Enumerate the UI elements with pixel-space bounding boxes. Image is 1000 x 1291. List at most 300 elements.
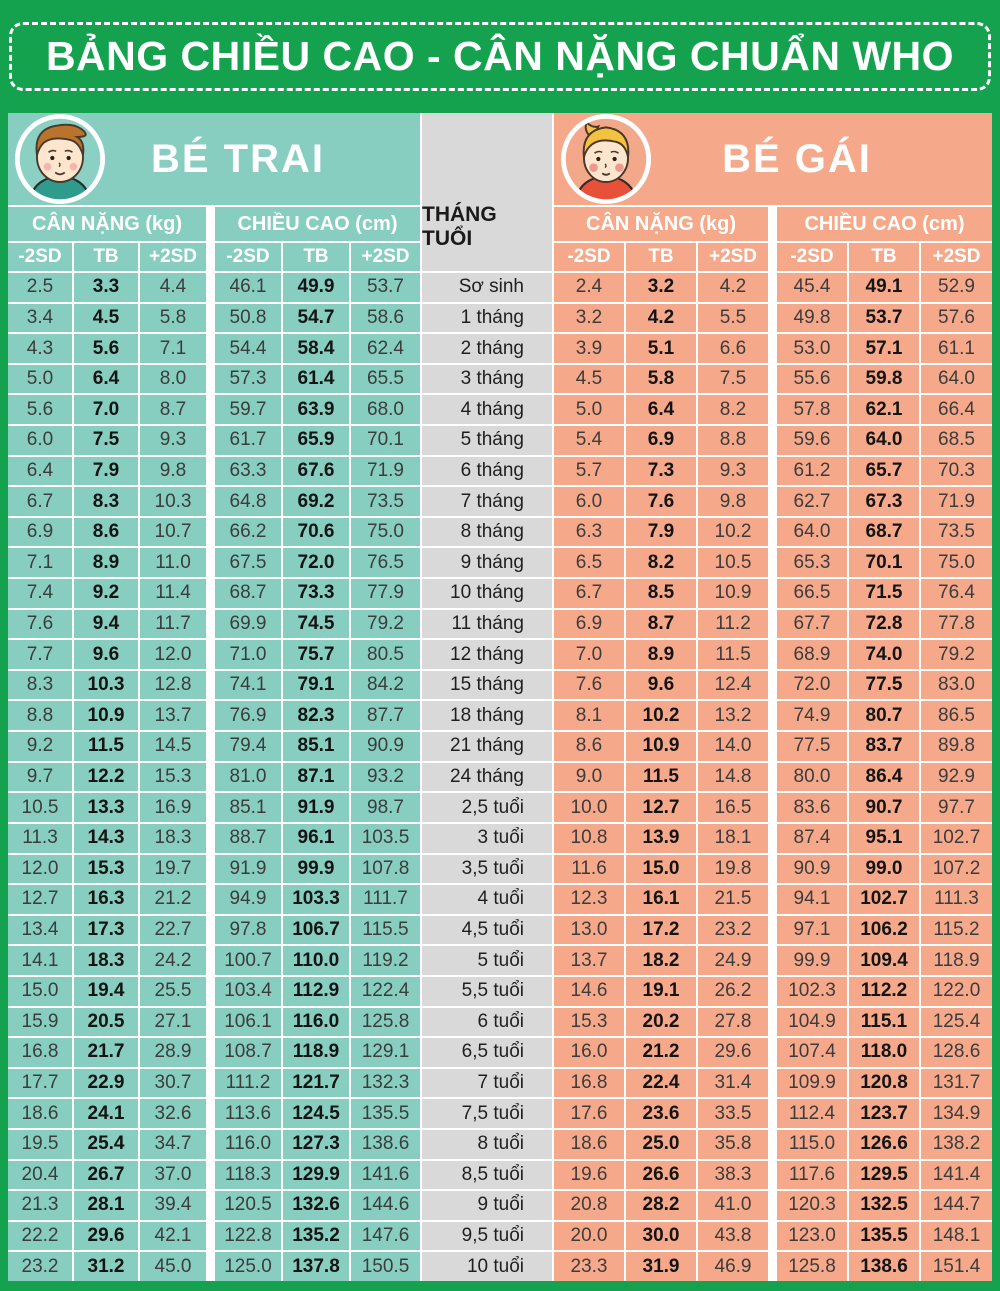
- girl-height-cell-minus2sd: 109.9: [777, 1069, 847, 1098]
- girl-weight-cell-tb: 7.6: [626, 487, 696, 516]
- girl-weight-cell-tb: 5.1: [626, 334, 696, 363]
- age-cell: 10 tuổi: [422, 1252, 552, 1281]
- girl-height-cell-plus2sd: 73.5: [921, 518, 992, 547]
- boy-height-cell-tb: 82.3: [283, 701, 349, 730]
- group-divider: [770, 885, 775, 914]
- girl-weight-cell-plus2sd: 6.6: [698, 334, 768, 363]
- boy-height-cell-plus2sd: 65.5: [351, 365, 420, 394]
- girl-height-cell-minus2sd: 102.3: [777, 977, 847, 1006]
- group-divider: [208, 365, 213, 394]
- boy-height-cell-plus2sd: 98.7: [351, 793, 420, 822]
- age-cell: 3 tháng: [422, 365, 552, 394]
- girl-height-cell-tb: 86.4: [849, 763, 919, 792]
- girl-weight-cell-minus2sd: 5.4: [554, 426, 624, 455]
- girl-height-cell-plus2sd: 75.0: [921, 548, 992, 577]
- girl-height-cell-minus2sd: 61.2: [777, 457, 847, 486]
- sd-header: TB: [283, 243, 349, 271]
- group-divider: [770, 671, 775, 700]
- girl-height-cell-plus2sd: 128.6: [921, 1038, 992, 1067]
- girl-weight-cell-minus2sd: 19.6: [554, 1161, 624, 1190]
- group-divider: [770, 793, 775, 822]
- age-cell: 3,5 tuổi: [422, 855, 552, 884]
- boy-weight-cell-minus2sd: 8.3: [8, 671, 72, 700]
- girl-weight-cell-minus2sd: 14.6: [554, 977, 624, 1006]
- girl-height-cell-tb: 64.0: [849, 426, 919, 455]
- girl-weight-cell-minus2sd: 16.0: [554, 1038, 624, 1067]
- girl-weight-cell-plus2sd: 5.5: [698, 304, 768, 333]
- boy-height-cell-tb: 87.1: [283, 763, 349, 792]
- girl-weight-cell-plus2sd: 24.9: [698, 946, 768, 975]
- boy-weight-cell-plus2sd: 27.1: [140, 1008, 206, 1037]
- boy-height-cell-plus2sd: 68.0: [351, 395, 420, 424]
- boy-weight-cell-plus2sd: 18.3: [140, 824, 206, 853]
- boy-weight-cell-tb: 7.9: [74, 457, 138, 486]
- boy-height-cell-minus2sd: 91.9: [215, 855, 281, 884]
- boy-weight-cell-tb: 10.3: [74, 671, 138, 700]
- boy-weight-cell-minus2sd: 5.0: [8, 365, 72, 394]
- girl-weight-cell-tb: 28.2: [626, 1191, 696, 1220]
- age-cell: 5,5 tuổi: [422, 977, 552, 1006]
- girl-weight-cell-tb: 21.2: [626, 1038, 696, 1067]
- girl-weight-cell-minus2sd: 3.9: [554, 334, 624, 363]
- girl-height-cell-minus2sd: 45.4: [777, 273, 847, 302]
- boy-weight-cell-plus2sd: 10.7: [140, 518, 206, 547]
- boy-weight-cell-minus2sd: 6.4: [8, 457, 72, 486]
- girl-height-cell-tb: 67.3: [849, 487, 919, 516]
- girl-height-cell-tb: 65.7: [849, 457, 919, 486]
- group-divider: [770, 977, 775, 1006]
- boy-height-cell-plus2sd: 80.5: [351, 640, 420, 669]
- boy-height-cell-tb: 112.9: [283, 977, 349, 1006]
- boy-height-cell-minus2sd: 118.3: [215, 1161, 281, 1190]
- girl-height-cell-plus2sd: 79.2: [921, 640, 992, 669]
- girl-height-cell-plus2sd: 102.7: [921, 824, 992, 853]
- girl-weight-cell-tb: 17.2: [626, 916, 696, 945]
- girl-weight-cell-plus2sd: 13.2: [698, 701, 768, 730]
- age-cell: 6 tuổi: [422, 1008, 552, 1037]
- girl-weight-cell-plus2sd: 12.4: [698, 671, 768, 700]
- girl-weight-cell-plus2sd: 35.8: [698, 1130, 768, 1159]
- age-cell: 4 tháng: [422, 395, 552, 424]
- boy-height-cell-plus2sd: 71.9: [351, 457, 420, 486]
- group-divider: [208, 1099, 213, 1128]
- age-cell: Sơ sinh: [422, 273, 552, 302]
- girl-weight-cell-tb: 6.4: [626, 395, 696, 424]
- group-divider: [208, 487, 213, 516]
- age-cell: 21 tháng: [422, 732, 552, 761]
- boy-weight-cell-tb: 7.0: [74, 395, 138, 424]
- girl-weight-cell-minus2sd: 4.5: [554, 365, 624, 394]
- boy-height-cell-tb: 67.6: [283, 457, 349, 486]
- boy-weight-cell-plus2sd: 25.5: [140, 977, 206, 1006]
- girl-height-cell-minus2sd: 90.9: [777, 855, 847, 884]
- boy-height-cell-minus2sd: 50.8: [215, 304, 281, 333]
- girl-height-cell-tb: 77.5: [849, 671, 919, 700]
- sd-header: +2SD: [698, 243, 768, 271]
- girl-height-cell-tb: 74.0: [849, 640, 919, 669]
- boy-height-cell-tb: 106.7: [283, 916, 349, 945]
- boy-height-cell-plus2sd: 135.5: [351, 1099, 420, 1128]
- boy-weight-cell-plus2sd: 37.0: [140, 1161, 206, 1190]
- girl-height-cell-tb: 106.2: [849, 916, 919, 945]
- girl-weight-cell-tb: 10.2: [626, 701, 696, 730]
- girl-weight-cell-plus2sd: 31.4: [698, 1069, 768, 1098]
- boy-weight-cell-plus2sd: 22.7: [140, 916, 206, 945]
- boy-height-cell-plus2sd: 77.9: [351, 579, 420, 608]
- boy-weight-cell-plus2sd: 4.4: [140, 273, 206, 302]
- girl-height-cell-plus2sd: 134.9: [921, 1099, 992, 1128]
- age-cell: 15 tháng: [422, 671, 552, 700]
- girl-height-cell-plus2sd: 122.0: [921, 977, 992, 1006]
- boy-weight-cell-tb: 9.2: [74, 579, 138, 608]
- group-divider: [208, 1008, 213, 1037]
- boy-height-cell-tb: 135.2: [283, 1222, 349, 1251]
- group-divider: [208, 732, 213, 761]
- girl-height-cell-plus2sd: 107.2: [921, 855, 992, 884]
- boy-weight-cell-tb: 9.6: [74, 640, 138, 669]
- girls-section-header: [554, 113, 992, 205]
- boy-height-cell-minus2sd: 88.7: [215, 824, 281, 853]
- age-cell: 8 tuổi: [422, 1130, 552, 1159]
- girl-height-cell-minus2sd: 64.0: [777, 518, 847, 547]
- group-divider: [208, 640, 213, 669]
- age-cell: 8 tháng: [422, 518, 552, 547]
- girl-height-cell-tb: 115.1: [849, 1008, 919, 1037]
- girl-weight-cell-tb: 5.8: [626, 365, 696, 394]
- girl-weight-cell-minus2sd: 10.8: [554, 824, 624, 853]
- girl-weight-cell-tb: 12.7: [626, 793, 696, 822]
- age-cell: 7 tuổi: [422, 1069, 552, 1098]
- girl-height-cell-tb: 109.4: [849, 946, 919, 975]
- sd-header: TB: [626, 243, 696, 271]
- boy-weight-cell-tb: 25.4: [74, 1130, 138, 1159]
- girl-height-cell-tb: 59.8: [849, 365, 919, 394]
- boy-weight-cell-plus2sd: 12.8: [140, 671, 206, 700]
- girl-weight-cell-tb: 3.2: [626, 273, 696, 302]
- girl-weight-cell-tb: 7.9: [626, 518, 696, 547]
- sd-header: TB: [74, 243, 138, 271]
- boys-section-header: [8, 113, 420, 205]
- group-divider: [770, 207, 775, 241]
- girl-height-cell-plus2sd: 61.1: [921, 334, 992, 363]
- boy-weight-cell-tb: 16.3: [74, 885, 138, 914]
- girl-weight-cell-plus2sd: 14.8: [698, 763, 768, 792]
- girl-height-cell-minus2sd: 107.4: [777, 1038, 847, 1067]
- group-divider: [208, 1069, 213, 1098]
- boy-height-cell-tb: 74.5: [283, 610, 349, 639]
- group-divider: [770, 824, 775, 853]
- page-header: [0, 0, 1000, 113]
- boy-height-cell-plus2sd: 73.5: [351, 487, 420, 516]
- girl-height-cell-plus2sd: 131.7: [921, 1069, 992, 1098]
- girl-height-cell-tb: 118.0: [849, 1038, 919, 1067]
- girl-weight-cell-minus2sd: 8.6: [554, 732, 624, 761]
- boy-height-cell-minus2sd: 67.5: [215, 548, 281, 577]
- girl-height-cell-plus2sd: 57.6: [921, 304, 992, 333]
- page-title: BẢNG CHIỀU CAO - CÂN NẶNG CHUẨN WHO: [45, 33, 955, 79]
- girl-height-cell-minus2sd: 59.6: [777, 426, 847, 455]
- group-divider: [770, 304, 775, 333]
- girl-height-cell-plus2sd: 70.3: [921, 457, 992, 486]
- boy-weight-cell-tb: 26.7: [74, 1161, 138, 1190]
- girl-weight-cell-tb: 4.2: [626, 304, 696, 333]
- boy-height-cell-minus2sd: 116.0: [215, 1130, 281, 1159]
- boy-height-cell-plus2sd: 93.2: [351, 763, 420, 792]
- age-cell: 9 tuổi: [422, 1191, 552, 1220]
- age-cell: 1 tháng: [422, 304, 552, 333]
- boy-weight-cell-plus2sd: 11.4: [140, 579, 206, 608]
- girl-weight-cell-plus2sd: 10.2: [698, 518, 768, 547]
- girl-weight-cell-minus2sd: 8.1: [554, 701, 624, 730]
- girl-weight-cell-plus2sd: 4.2: [698, 273, 768, 302]
- group-divider: [208, 885, 213, 914]
- age-cell: 12 tháng: [422, 640, 552, 669]
- girl-weight-cell-plus2sd: 10.9: [698, 579, 768, 608]
- girl-weight-cell-minus2sd: 6.0: [554, 487, 624, 516]
- girl-weight-cell-minus2sd: 6.3: [554, 518, 624, 547]
- group-divider: [770, 426, 775, 455]
- boy-weight-cell-plus2sd: 21.2: [140, 885, 206, 914]
- age-cell: 18 tháng: [422, 701, 552, 730]
- boy-height-cell-tb: 116.0: [283, 1008, 349, 1037]
- girl-weight-cell-minus2sd: 12.3: [554, 885, 624, 914]
- boy-height-cell-plus2sd: 87.7: [351, 701, 420, 730]
- boy-weight-cell-plus2sd: 11.7: [140, 610, 206, 639]
- girl-weight-cell-plus2sd: 26.2: [698, 977, 768, 1006]
- girl-weight-cell-tb: 7.3: [626, 457, 696, 486]
- girl-height-cell-minus2sd: 53.0: [777, 334, 847, 363]
- girl-height-cell-tb: 70.1: [849, 548, 919, 577]
- boy-height-cell-minus2sd: 85.1: [215, 793, 281, 822]
- boy-weight-cell-plus2sd: 45.0: [140, 1252, 206, 1281]
- girl-weight-cell-minus2sd: 7.6: [554, 671, 624, 700]
- boy-weight-cell-tb: 14.3: [74, 824, 138, 853]
- girl-height-cell-minus2sd: 80.0: [777, 763, 847, 792]
- boy-height-cell-tb: 49.9: [283, 273, 349, 302]
- group-divider: [208, 548, 213, 577]
- boy-height-cell-tb: 96.1: [283, 824, 349, 853]
- boy-height-cell-tb: 124.5: [283, 1099, 349, 1128]
- boy-height-cell-plus2sd: 107.8: [351, 855, 420, 884]
- boy-height-cell-plus2sd: 53.7: [351, 273, 420, 302]
- girl-height-cell-minus2sd: 65.3: [777, 548, 847, 577]
- girl-height-cell-minus2sd: 77.5: [777, 732, 847, 761]
- girl-height-cell-minus2sd: 94.1: [777, 885, 847, 914]
- group-divider: [770, 916, 775, 945]
- girl-weight-cell-plus2sd: 38.3: [698, 1161, 768, 1190]
- girl-weight-cell-tb: 8.2: [626, 548, 696, 577]
- girl-weight-cell-plus2sd: 41.0: [698, 1191, 768, 1220]
- boy-weight-cell-minus2sd: 3.4: [8, 304, 72, 333]
- girl-height-cell-tb: 99.0: [849, 855, 919, 884]
- boy-height-cell-tb: 73.3: [283, 579, 349, 608]
- boy-weight-cell-minus2sd: 12.0: [8, 855, 72, 884]
- boy-weight-cell-minus2sd: 23.2: [8, 1252, 72, 1281]
- boy-weight-cell-plus2sd: 13.7: [140, 701, 206, 730]
- girl-height-cell-tb: 102.7: [849, 885, 919, 914]
- boy-height-cell-tb: 103.3: [283, 885, 349, 914]
- girl-weight-cell-plus2sd: 16.5: [698, 793, 768, 822]
- group-divider: [770, 1008, 775, 1037]
- girl-height-cell-minus2sd: 117.6: [777, 1161, 847, 1190]
- group-divider: [770, 334, 775, 363]
- group-divider: [770, 1069, 775, 1098]
- group-divider: [770, 855, 775, 884]
- girl-height-cell-plus2sd: 64.0: [921, 365, 992, 394]
- boy-height-cell-minus2sd: 64.8: [215, 487, 281, 516]
- boy-weight-cell-plus2sd: 10.3: [140, 487, 206, 516]
- boy-weight-cell-minus2sd: 7.4: [8, 579, 72, 608]
- girl-height-cell-minus2sd: 72.0: [777, 671, 847, 700]
- girl-weight-cell-tb: 20.2: [626, 1008, 696, 1037]
- boy-height-cell-minus2sd: 125.0: [215, 1252, 281, 1281]
- boys-weight-header: CÂN NẶNG (kg): [8, 207, 206, 241]
- boy-height-cell-plus2sd: 75.0: [351, 518, 420, 547]
- boy-weight-cell-tb: 29.6: [74, 1222, 138, 1251]
- boy-height-cell-plus2sd: 111.7: [351, 885, 420, 914]
- boy-height-cell-tb: 72.0: [283, 548, 349, 577]
- girl-weight-cell-plus2sd: 10.5: [698, 548, 768, 577]
- boy-weight-cell-plus2sd: 8.0: [140, 365, 206, 394]
- group-divider: [208, 1161, 213, 1190]
- boy-height-cell-tb: 132.6: [283, 1191, 349, 1220]
- girl-avatar: [560, 113, 652, 205]
- boy-height-cell-minus2sd: 100.7: [215, 946, 281, 975]
- girl-height-cell-plus2sd: 144.7: [921, 1191, 992, 1220]
- sd-header: -2SD: [777, 243, 847, 271]
- boy-height-cell-tb: 121.7: [283, 1069, 349, 1098]
- girl-weight-cell-tb: 8.5: [626, 579, 696, 608]
- boy-weight-cell-plus2sd: 15.3: [140, 763, 206, 792]
- boy-weight-cell-minus2sd: 17.7: [8, 1069, 72, 1098]
- boy-height-cell-tb: 65.9: [283, 426, 349, 455]
- girl-weight-cell-plus2sd: 9.3: [698, 457, 768, 486]
- boy-height-cell-tb: 75.7: [283, 640, 349, 669]
- boy-height-cell-minus2sd: 103.4: [215, 977, 281, 1006]
- girl-height-cell-tb: 71.5: [849, 579, 919, 608]
- girl-weight-cell-plus2sd: 43.8: [698, 1222, 768, 1251]
- girl-weight-cell-plus2sd: 8.8: [698, 426, 768, 455]
- girl-weight-cell-tb: 10.9: [626, 732, 696, 761]
- boy-weight-cell-tb: 21.7: [74, 1038, 138, 1067]
- group-divider: [208, 243, 213, 271]
- who-growth-table: [8, 113, 992, 1281]
- girl-height-cell-tb: 62.1: [849, 395, 919, 424]
- girl-height-cell-tb: 138.6: [849, 1252, 919, 1281]
- girl-height-cell-plus2sd: 111.3: [921, 885, 992, 914]
- boy-avatar: [14, 113, 106, 205]
- girl-height-cell-plus2sd: 71.9: [921, 487, 992, 516]
- girl-height-cell-minus2sd: 104.9: [777, 1008, 847, 1037]
- sd-header: -2SD: [8, 243, 72, 271]
- boy-height-cell-plus2sd: 115.5: [351, 916, 420, 945]
- girl-height-cell-plus2sd: 89.8: [921, 732, 992, 761]
- boy-height-cell-tb: 79.1: [283, 671, 349, 700]
- boy-height-cell-minus2sd: 59.7: [215, 395, 281, 424]
- group-divider: [208, 518, 213, 547]
- boy-height-cell-minus2sd: 66.2: [215, 518, 281, 547]
- girl-weight-cell-tb: 9.6: [626, 671, 696, 700]
- girl-height-cell-plus2sd: 151.4: [921, 1252, 992, 1281]
- sd-header: -2SD: [215, 243, 281, 271]
- boy-height-cell-tb: 118.9: [283, 1038, 349, 1067]
- boy-weight-cell-minus2sd: 22.2: [8, 1222, 72, 1251]
- boy-height-cell-plus2sd: 129.1: [351, 1038, 420, 1067]
- girl-weight-cell-minus2sd: 7.0: [554, 640, 624, 669]
- age-cell: 6,5 tuổi: [422, 1038, 552, 1067]
- girl-weight-cell-plus2sd: 14.0: [698, 732, 768, 761]
- girl-weight-cell-minus2sd: 6.7: [554, 579, 624, 608]
- boy-height-cell-plus2sd: 79.2: [351, 610, 420, 639]
- boy-weight-cell-plus2sd: 16.9: [140, 793, 206, 822]
- girl-height-cell-tb: 49.1: [849, 273, 919, 302]
- boy-weight-cell-minus2sd: 9.2: [8, 732, 72, 761]
- girl-weight-cell-minus2sd: 6.9: [554, 610, 624, 639]
- boy-height-cell-minus2sd: 106.1: [215, 1008, 281, 1037]
- girl-height-cell-minus2sd: 83.6: [777, 793, 847, 822]
- girl-height-cell-plus2sd: 138.2: [921, 1130, 992, 1159]
- boy-weight-cell-tb: 13.3: [74, 793, 138, 822]
- boy-height-cell-tb: 127.3: [283, 1130, 349, 1159]
- age-cell: 8,5 tuổi: [422, 1161, 552, 1190]
- boy-height-cell-plus2sd: 138.6: [351, 1130, 420, 1159]
- boy-weight-cell-minus2sd: 12.7: [8, 885, 72, 914]
- sd-header: -2SD: [554, 243, 624, 271]
- girl-weight-cell-plus2sd: 18.1: [698, 824, 768, 853]
- boy-weight-cell-tb: 22.9: [74, 1069, 138, 1098]
- boy-weight-cell-tb: 31.2: [74, 1252, 138, 1281]
- girl-weight-cell-minus2sd: 20.0: [554, 1222, 624, 1251]
- boy-weight-cell-tb: 17.3: [74, 916, 138, 945]
- girl-weight-cell-plus2sd: 11.5: [698, 640, 768, 669]
- boy-height-cell-tb: 91.9: [283, 793, 349, 822]
- group-divider: [208, 977, 213, 1006]
- boy-weight-cell-minus2sd: 9.7: [8, 763, 72, 792]
- group-divider: [770, 1191, 775, 1220]
- girls-section-label: BÉ GÁI: [722, 136, 872, 181]
- boy-weight-cell-minus2sd: 5.6: [8, 395, 72, 424]
- boy-weight-cell-minus2sd: 18.6: [8, 1099, 72, 1128]
- group-divider: [770, 763, 775, 792]
- boy-weight-cell-minus2sd: 11.3: [8, 824, 72, 853]
- girl-height-cell-plus2sd: 148.1: [921, 1222, 992, 1251]
- girl-height-cell-minus2sd: 87.4: [777, 824, 847, 853]
- girl-height-cell-minus2sd: 57.8: [777, 395, 847, 424]
- girl-weight-cell-tb: 19.1: [626, 977, 696, 1006]
- group-divider: [208, 763, 213, 792]
- girl-weight-cell-minus2sd: 15.3: [554, 1008, 624, 1037]
- boy-weight-cell-tb: 8.3: [74, 487, 138, 516]
- group-divider: [208, 1191, 213, 1220]
- girl-weight-cell-tb: 22.4: [626, 1069, 696, 1098]
- boy-weight-cell-minus2sd: 13.4: [8, 916, 72, 945]
- girl-weight-cell-tb: 30.0: [626, 1222, 696, 1251]
- girl-height-cell-plus2sd: 141.4: [921, 1161, 992, 1190]
- group-divider: [770, 1222, 775, 1251]
- boy-height-cell-minus2sd: 69.9: [215, 610, 281, 639]
- girl-height-cell-tb: 132.5: [849, 1191, 919, 1220]
- boy-weight-cell-plus2sd: 9.8: [140, 457, 206, 486]
- group-divider: [770, 457, 775, 486]
- girl-height-cell-minus2sd: 67.7: [777, 610, 847, 639]
- girl-weight-cell-tb: 8.9: [626, 640, 696, 669]
- boy-height-cell-plus2sd: 119.2: [351, 946, 420, 975]
- boy-height-cell-plus2sd: 144.6: [351, 1191, 420, 1220]
- group-divider: [770, 518, 775, 547]
- boy-height-cell-tb: 70.6: [283, 518, 349, 547]
- girl-height-cell-tb: 95.1: [849, 824, 919, 853]
- boy-weight-cell-minus2sd: 7.6: [8, 610, 72, 639]
